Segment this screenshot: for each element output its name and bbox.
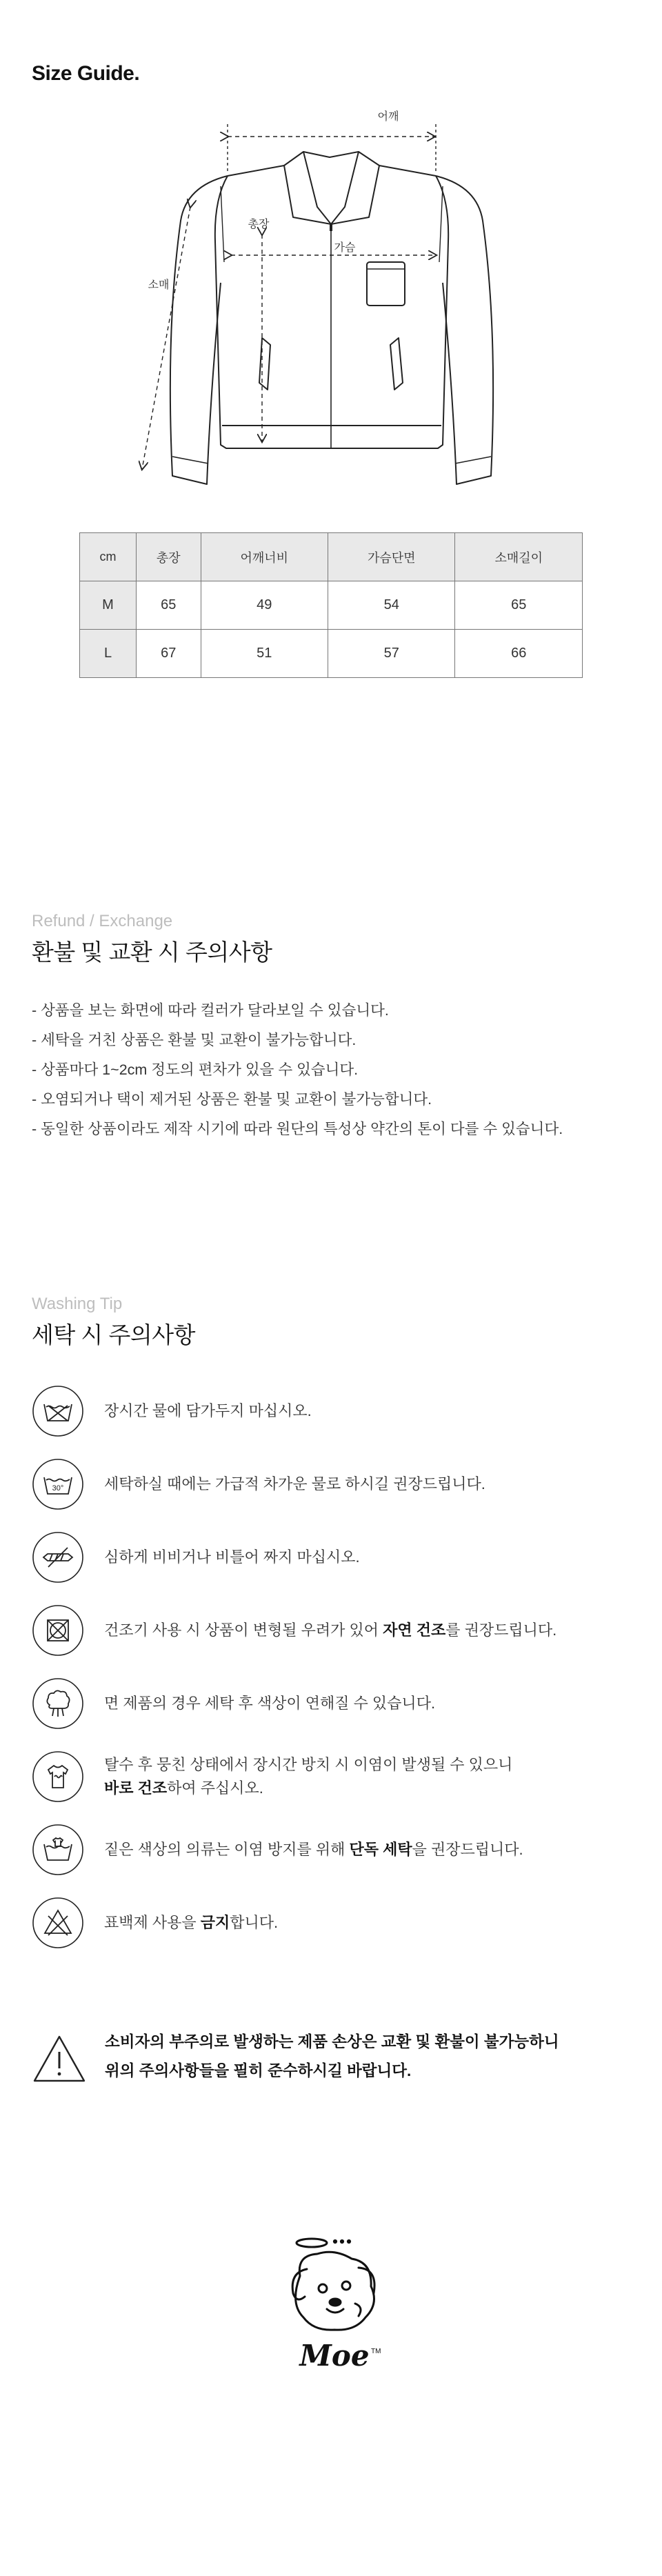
sleeve-label: 소매 [148, 279, 170, 291]
size-cell: L [80, 630, 137, 678]
dry-immediately-icon [32, 1750, 84, 1803]
washing-tip-text: 면 제품의 경우 세탁 후 색상이 연해질 수 있습니다. [104, 1695, 436, 1712]
refund-title: 환불 및 교환 시 주의사항 [32, 939, 272, 965]
table-cell: 67 [137, 630, 201, 678]
list-item: - 동일한 상품이라도 제작 시기에 따라 원단의 특성상 약간의 톤이 다를 수 있습니다. [32, 1121, 563, 1137]
table-header-cell: 소매길이 [455, 533, 583, 581]
list-item: - 상품마다 1~2cm 정도의 편차가 있을 수 있습니다. [32, 1061, 359, 1078]
no-wring-icon [32, 1531, 84, 1584]
washing-tip-text: 세탁하실 때에는 가급적 차가운 물로 하시길 권장드립니다. [104, 1475, 485, 1492]
size-table [79, 532, 583, 678]
table-cell: 65 [455, 581, 583, 630]
svg-text:30°: 30° [52, 1484, 64, 1492]
refund-list [32, 1000, 563, 1148]
washing-tip-text: 표백제 사용을 금지합니다. [104, 1914, 279, 1931]
washing-tip-text: 탈수 후 뭉친 상태에서 장시간 방치 시 이염이 발생될 수 있으니 바로 건조하여 주십시오. [104, 1756, 513, 1797]
jacket-size-diagram [124, 103, 538, 497]
washing-tip-text: 심하게 비비거나 비틀어 짜지 마십시오. [104, 1548, 360, 1566]
table-row [80, 581, 583, 630]
table-cell: 66 [455, 630, 583, 678]
no-soak-icon [32, 1385, 84, 1437]
warning-icon [32, 2031, 87, 2086]
trademark-mark: TM [371, 2348, 381, 2355]
list-item: - 오염되거나 택이 제거된 상품은 환불 및 교환이 불가능합니다. [32, 1091, 432, 1108]
table-row [80, 630, 583, 678]
size-cell: M [80, 581, 137, 630]
size-guide-title: Size Guide. [32, 62, 140, 85]
logo-text: Moe [299, 2339, 370, 2373]
washing-tip-text: 장시간 물에 담가두지 마십시오. [104, 1402, 312, 1419]
cold-wash-icon [32, 1458, 84, 1510]
no-tumble-dry-icon [32, 1604, 84, 1657]
washing-tip-text: 건조기 사용 시 상품이 변형될 우려가 있어 자연 건조를 권장드립니다. [104, 1621, 557, 1639]
table-cell: 54 [328, 581, 455, 630]
list-item: - 세탁을 거친 상품은 환불 및 교환이 불가능합니다. [32, 1032, 357, 1048]
shoulder-label: 어깨 [377, 111, 399, 123]
table-header-cell: 총장 [137, 533, 201, 581]
list-item: - 상품을 보는 화면에 따라 컬러가 달라보일 수 있습니다. [32, 1002, 389, 1019]
washing-title: 세탁 시 주의사항 [32, 1322, 195, 1348]
refund-subtitle: Refund / Exchange [32, 912, 173, 930]
table-cell: 57 [328, 630, 455, 678]
washing-tip-text: 짙은 색상의 의류는 이염 방지를 위해 단독 세탁을 권장드립니다. [104, 1841, 523, 1858]
table-cell: 49 [201, 581, 328, 630]
warning-text: 소비자의 부주의로 발생하는 제품 손상은 교환 및 환불이 불가능하니 위의 주의사항들을 필히 준수하시길 바랍니다. [105, 2033, 559, 2079]
table-cell: 51 [201, 630, 328, 678]
table-header-cell: cm [80, 533, 137, 581]
cotton-icon [32, 1677, 84, 1730]
table-header-cell: 가슴단면 [328, 533, 455, 581]
table-cell: 65 [137, 581, 201, 630]
table-header-cell: 어깨너비 [201, 533, 328, 581]
wash-separately-icon [32, 1824, 84, 1876]
washing-subtitle: Washing Tip [32, 1295, 123, 1313]
size-table-header [80, 533, 583, 581]
chest-label: 가슴 [334, 242, 356, 254]
no-bleach-icon [32, 1897, 84, 1949]
warning-notice [32, 2028, 652, 2090]
length-label: 총장 [248, 219, 270, 230]
brand-logo [269, 2228, 400, 2379]
